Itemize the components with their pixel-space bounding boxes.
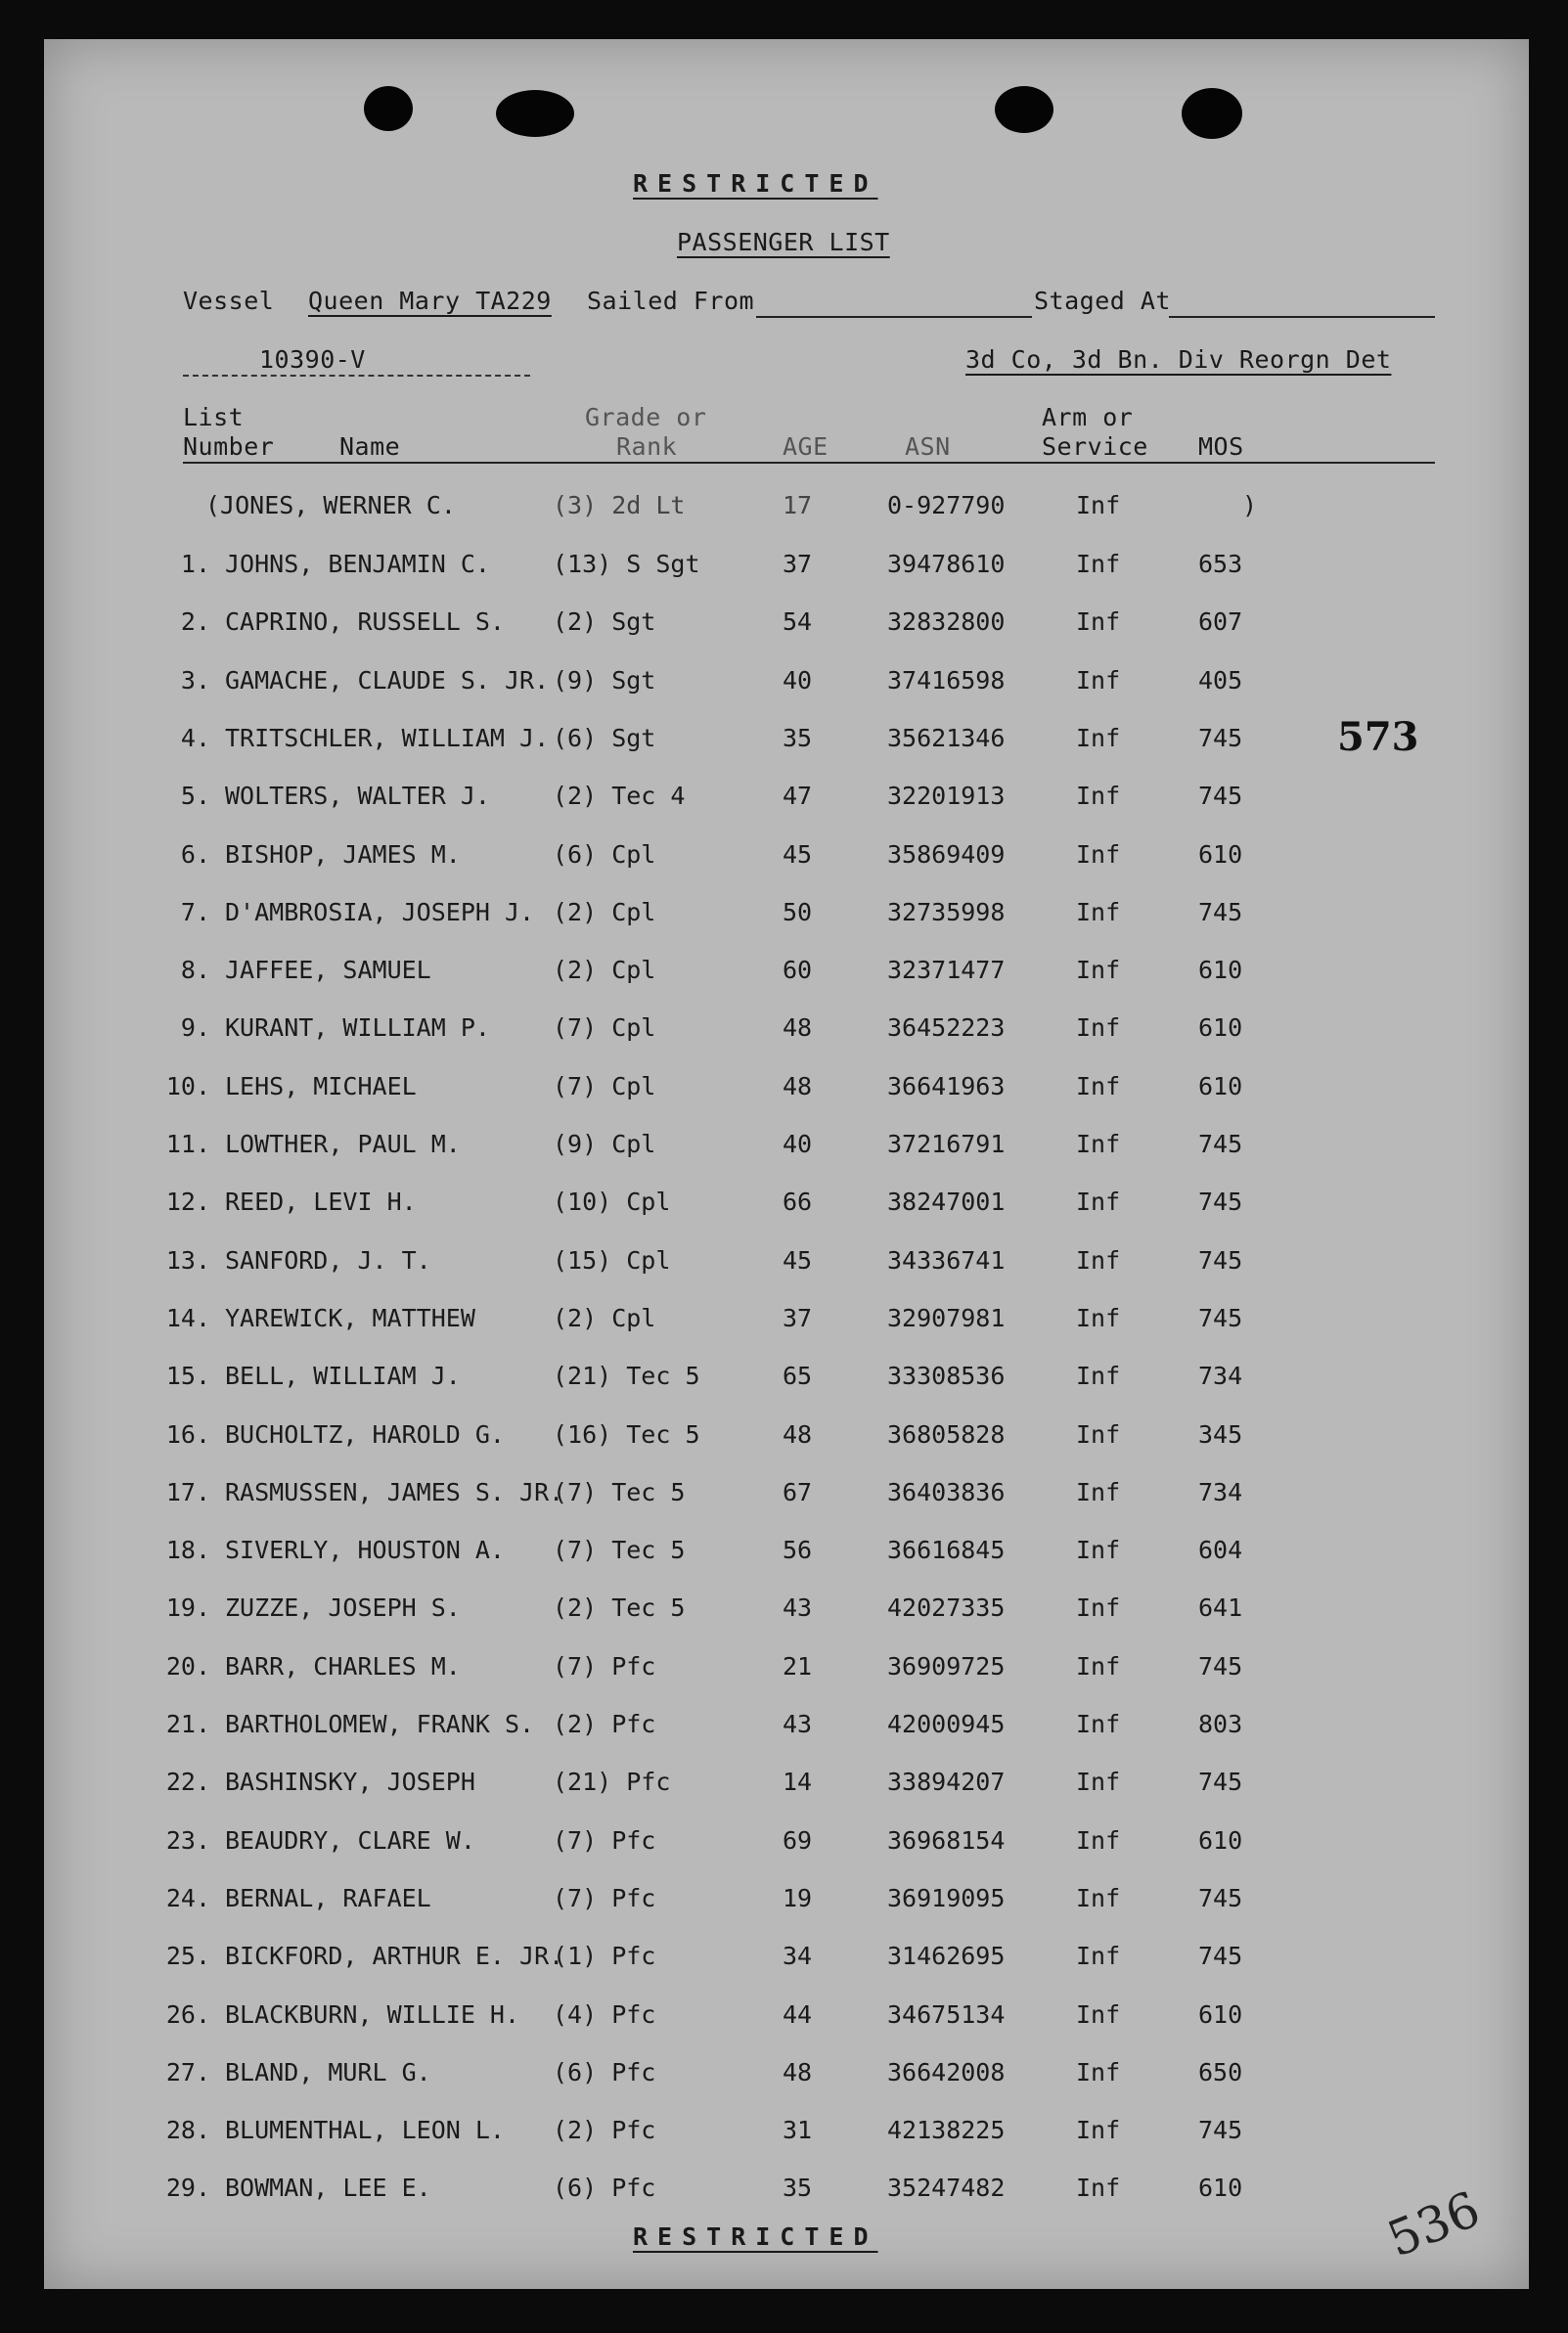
col-header-arm: Arm or [1042, 403, 1134, 431]
grade-rank: (10) Cpl [553, 1188, 671, 1216]
list-number: 1. [180, 550, 210, 578]
col-header-service: Service [1042, 432, 1148, 461]
document-page [44, 39, 1529, 2289]
passenger-row [44, 1710, 1529, 1749]
passenger-name: D'AMBROSIA, JOSEPH J. [225, 898, 535, 926]
asn: 36641963 [887, 1072, 1006, 1100]
asn: 42027335 [887, 1593, 1006, 1622]
arm-service: Inf [1076, 724, 1121, 752]
officer-row [44, 491, 1529, 530]
asn: 32371477 [887, 956, 1006, 984]
list-number: 20. [165, 1652, 210, 1681]
passenger-name: BERNAL, RAFAEL [225, 1884, 431, 1912]
age: 40 [783, 1130, 813, 1158]
header-rule [183, 462, 1435, 464]
mos: 745 [1198, 1768, 1243, 1796]
officer-close-bracket: ) [1242, 491, 1258, 519]
mos: 650 [1198, 2058, 1243, 2086]
col-header-mos: MOS [1198, 432, 1244, 461]
arm-service: Inf [1076, 1304, 1121, 1332]
asn: 39478610 [887, 550, 1006, 578]
asn: 42000945 [887, 1710, 1006, 1738]
grade-rank: (16) Tec 5 [553, 1420, 700, 1449]
arm-service: Inf [1076, 1652, 1121, 1681]
age: 65 [783, 1362, 813, 1390]
list-number: 12. [165, 1188, 210, 1216]
restricted-heading-bottom: RESTRICTED [633, 2222, 878, 2251]
list-number: 27. [165, 2058, 210, 2086]
age: 14 [783, 1768, 813, 1796]
unit-designation: 3d Co, 3d Bn. Div Reorgn Det [965, 345, 1392, 374]
age: 40 [783, 666, 813, 695]
asn: 36919095 [887, 1884, 1006, 1912]
passenger-row [44, 1478, 1529, 1517]
asn: 33308536 [887, 1362, 1006, 1390]
age: 66 [783, 1188, 813, 1216]
list-number: 16. [165, 1420, 210, 1449]
grade-rank: (15) Cpl [553, 1246, 671, 1275]
passenger-row [44, 1304, 1529, 1343]
passenger-name: BELL, WILLIAM J. [225, 1362, 461, 1390]
age: 56 [783, 1536, 813, 1564]
mos: 604 [1198, 1536, 1243, 1564]
passenger-name: BUCHOLTZ, HAROLD G. [225, 1420, 505, 1449]
arm-service: Inf [1076, 1884, 1121, 1912]
grade-rank: (6) Cpl [553, 840, 656, 869]
passenger-row [44, 1072, 1529, 1111]
arm-service: Inf [1076, 607, 1121, 636]
mos: 745 [1198, 1884, 1243, 1912]
mos: 745 [1198, 898, 1243, 926]
passenger-name: BLAND, MURL G. [225, 2058, 431, 2086]
age: 45 [783, 840, 813, 869]
passenger-name: BICKFORD, ARTHUR E. JR. [225, 1942, 564, 1970]
arm-service: Inf [1076, 1536, 1121, 1564]
passenger-name: BLUMENTHAL, LEON L. [225, 2116, 505, 2144]
list-number: 4. [180, 724, 210, 752]
arm-service: Inf [1076, 1768, 1121, 1796]
asn: 36616845 [887, 1536, 1006, 1564]
passenger-name: ZUZZE, JOSEPH S. [225, 1593, 461, 1622]
age: 48 [783, 2058, 813, 2086]
passenger-name: BISHOP, JAMES M. [225, 840, 461, 869]
passenger-name: GAMACHE, CLAUDE S. JR. [225, 666, 550, 695]
mos: 745 [1198, 1246, 1243, 1275]
list-number: 28. [165, 2116, 210, 2144]
passenger-name: JAFFEE, SAMUEL [225, 956, 431, 984]
col-header-age: AGE [783, 432, 829, 461]
grade-rank: (21) Tec 5 [553, 1362, 700, 1390]
grade-rank: (7) Pfc [553, 1826, 656, 1855]
mos: 803 [1198, 1710, 1243, 1738]
grade-rank: (6) Pfc [553, 2174, 656, 2202]
restricted-heading-top: RESTRICTED [633, 169, 878, 198]
vessel-value: Queen Mary TA229 [308, 287, 552, 315]
passenger-row [44, 1884, 1529, 1923]
sailed-from-label: Sailed From [587, 287, 755, 315]
asn: 34675134 [887, 2000, 1006, 2029]
list-number: 10. [165, 1072, 210, 1100]
asn: 37216791 [887, 1130, 1006, 1158]
arm-service: Inf [1076, 550, 1121, 578]
passenger-row [44, 1652, 1529, 1691]
grade-rank: (2) Pfc [553, 2116, 656, 2144]
passenger-name: BOWMAN, LEE E. [225, 2174, 431, 2202]
age: 48 [783, 1420, 813, 1449]
list-number: 24. [165, 1884, 210, 1912]
passenger-name: BLACKBURN, WILLIE H. [225, 2000, 520, 2029]
age: 43 [783, 1593, 813, 1622]
col-header-grade: Grade or [585, 403, 707, 431]
passenger-name: BARTHOLOMEW, FRANK S. [225, 1710, 535, 1738]
mos: 745 [1198, 1304, 1243, 1332]
list-number: 19. [165, 1593, 210, 1622]
grade-rank: (2) Pfc [553, 1710, 656, 1738]
passenger-row [44, 1420, 1529, 1459]
age: 19 [783, 1884, 813, 1912]
handwritten-number: 536 [1379, 2180, 1488, 2268]
grade-rank: (2) Tec 4 [553, 782, 686, 810]
grade-rank: (2) Cpl [553, 898, 656, 926]
list-number: 22. [165, 1768, 210, 1796]
age: 54 [783, 607, 813, 636]
passenger-row [44, 550, 1529, 589]
arm-service: Inf [1076, 840, 1121, 869]
asn: 35247482 [887, 2174, 1006, 2202]
passenger-name: WOLTERS, WALTER J. [225, 782, 490, 810]
age: 37 [783, 1304, 813, 1332]
col-header-number: Number [183, 432, 275, 461]
arm-service: Inf [1076, 1826, 1121, 1855]
list-number: 5. [180, 782, 210, 810]
officer-age: 17 [783, 491, 813, 519]
passenger-row [44, 1362, 1529, 1401]
age: 37 [783, 550, 813, 578]
arm-service: Inf [1076, 2058, 1121, 2086]
passenger-row [44, 1942, 1529, 1981]
mos: 610 [1198, 2174, 1243, 2202]
arm-service: Inf [1076, 1188, 1121, 1216]
mos: 641 [1198, 1593, 1243, 1622]
age: 48 [783, 1072, 813, 1100]
mos: 405 [1198, 666, 1243, 695]
age: 21 [783, 1652, 813, 1681]
asn: 36642008 [887, 2058, 1006, 2086]
arm-service: Inf [1076, 1013, 1121, 1042]
mos: 745 [1198, 1188, 1243, 1216]
mos: 607 [1198, 607, 1243, 636]
passenger-row [44, 724, 1529, 763]
age: 35 [783, 2174, 813, 2202]
passenger-row [44, 1013, 1529, 1053]
passenger-name: BEAUDRY, CLARE W. [225, 1826, 475, 1855]
passenger-row [44, 1246, 1529, 1285]
officer-name: (JONES, WERNER C. [205, 491, 456, 519]
passenger-row [44, 1188, 1529, 1227]
asn: 32907981 [887, 1304, 1006, 1332]
age: 35 [783, 724, 813, 752]
sailed-from-blank [756, 316, 1032, 318]
passenger-row [44, 2174, 1529, 2213]
asn: 36403836 [887, 1478, 1006, 1506]
asn: 32201913 [887, 782, 1006, 810]
staged-at-blank [1169, 316, 1435, 318]
passenger-name: SANFORD, J. T. [225, 1246, 431, 1275]
passenger-name: KURANT, WILLIAM P. [225, 1013, 490, 1042]
passenger-name: REED, LEVI H. [225, 1188, 417, 1216]
mos: 610 [1198, 956, 1243, 984]
mos: 610 [1198, 1013, 1243, 1042]
list-number: 9. [180, 1013, 210, 1042]
arm-service: Inf [1076, 1072, 1121, 1100]
grade-rank: (7) Pfc [553, 1884, 656, 1912]
officer-asn: 0-927790 [887, 491, 1006, 519]
arm-service: Inf [1076, 1593, 1121, 1622]
mos: 345 [1198, 1420, 1243, 1449]
age: 48 [783, 1013, 813, 1042]
list-number: 3. [180, 666, 210, 695]
mos: 745 [1198, 2116, 1243, 2144]
passenger-row [44, 2116, 1529, 2155]
arm-service: Inf [1076, 1710, 1121, 1738]
mos: 653 [1198, 550, 1243, 578]
passenger-row [44, 782, 1529, 821]
grade-rank: (7) Tec 5 [553, 1536, 686, 1564]
passenger-name: BARR, CHARLES M. [225, 1652, 461, 1681]
passenger-name: LOWTHER, PAUL M. [225, 1130, 461, 1158]
col-header-list: List [183, 403, 245, 431]
passenger-name: SIVERLY, HOUSTON A. [225, 1536, 505, 1564]
list-number: 21. [165, 1710, 210, 1738]
mos: 745 [1198, 1652, 1243, 1681]
list-number: 7. [180, 898, 210, 926]
age: 50 [783, 898, 813, 926]
list-number: 14. [165, 1304, 210, 1332]
mos: 610 [1198, 840, 1243, 869]
grade-rank: (13) S Sgt [553, 550, 700, 578]
officer-arm: Inf [1076, 491, 1121, 519]
list-number: 13. [165, 1246, 210, 1275]
officer-grade: (3) 2d Lt [553, 491, 686, 519]
passenger-list-title: PASSENGER LIST [677, 228, 890, 256]
passenger-name: TRITSCHLER, WILLIAM J. [225, 724, 550, 752]
staged-at-label: Staged At [1034, 287, 1171, 315]
asn: 36909725 [887, 1652, 1006, 1681]
passenger-row [44, 840, 1529, 879]
asn: 37416598 [887, 666, 1006, 695]
punch-hole [364, 86, 413, 131]
grade-rank: (21) Pfc [553, 1768, 671, 1796]
asn: 36452223 [887, 1013, 1006, 1042]
list-number: 29. [165, 2174, 210, 2202]
mos: 745 [1198, 782, 1243, 810]
list-number: 25. [165, 1942, 210, 1970]
col-header-asn: ASN [905, 432, 951, 461]
punch-hole [1182, 88, 1242, 139]
arm-service: Inf [1076, 1130, 1121, 1158]
arm-service: Inf [1076, 2116, 1121, 2144]
grade-rank: (7) Pfc [553, 1652, 656, 1681]
grade-rank: (2) Tec 5 [553, 1593, 686, 1622]
list-number: 2. [180, 607, 210, 636]
grade-rank: (6) Pfc [553, 2058, 656, 2086]
list-number: 18. [165, 1536, 210, 1564]
punch-hole [995, 86, 1053, 133]
passenger-row [44, 607, 1529, 647]
punch-hole [496, 90, 574, 137]
grade-rank: (2) Cpl [553, 956, 656, 984]
asn: 35869409 [887, 840, 1006, 869]
mos: 734 [1198, 1478, 1243, 1506]
grade-rank: (6) Sgt [553, 724, 656, 752]
passenger-row [44, 666, 1529, 705]
arm-service: Inf [1076, 956, 1121, 984]
passenger-name: CAPRINO, RUSSELL S. [225, 607, 505, 636]
asn: 31462695 [887, 1942, 1006, 1970]
passenger-row [44, 1536, 1529, 1575]
arm-service: Inf [1076, 2174, 1121, 2202]
mos: 610 [1198, 1826, 1243, 1855]
vessel-label: Vessel [183, 287, 275, 315]
list-number: 17. [165, 1478, 210, 1506]
arm-service: Inf [1076, 898, 1121, 926]
arm-service: Inf [1076, 1942, 1121, 1970]
list-number: 6. [180, 840, 210, 869]
age: 67 [783, 1478, 813, 1506]
passenger-name: LEHS, MICHAEL [225, 1072, 417, 1100]
arm-service: Inf [1076, 1420, 1121, 1449]
age: 31 [783, 2116, 813, 2144]
mos: 610 [1198, 2000, 1243, 2029]
passenger-row [44, 2000, 1529, 2040]
col-header-name: Name [339, 432, 401, 461]
col-header-rank: Rank [616, 432, 678, 461]
age: 47 [783, 782, 813, 810]
asn: 32832800 [887, 607, 1006, 636]
age: 44 [783, 2000, 813, 2029]
arm-service: Inf [1076, 782, 1121, 810]
grade-rank: (2) Cpl [553, 1304, 656, 1332]
passenger-name: JOHNS, BENJAMIN C. [225, 550, 490, 578]
passenger-row [44, 1826, 1529, 1865]
shipment-number: 10390-V [259, 345, 366, 374]
list-number: 8. [180, 956, 210, 984]
arm-service: Inf [1076, 1478, 1121, 1506]
mos: 745 [1198, 1130, 1243, 1158]
asn: 32735998 [887, 898, 1006, 926]
shipment-number-underline [183, 375, 530, 377]
passenger-row [44, 898, 1529, 937]
age: 69 [783, 1826, 813, 1855]
list-number: 26. [165, 2000, 210, 2029]
list-number: 15. [165, 1362, 210, 1390]
grade-rank: (7) Cpl [553, 1013, 656, 1042]
grade-rank: (9) Sgt [553, 666, 656, 695]
arm-service: Inf [1076, 2000, 1121, 2029]
passenger-name: RASMUSSEN, JAMES S. JR. [225, 1478, 564, 1506]
asn: 33894207 [887, 1768, 1006, 1796]
arm-service: Inf [1076, 1362, 1121, 1390]
grade-rank: (2) Sgt [553, 607, 656, 636]
grade-rank: (4) Pfc [553, 2000, 656, 2029]
asn: 38247001 [887, 1188, 1006, 1216]
mos: 745 [1198, 1942, 1243, 1970]
asn: 42138225 [887, 2116, 1006, 2144]
asn: 34336741 [887, 1246, 1006, 1275]
list-number: 11. [165, 1130, 210, 1158]
arm-service: Inf [1076, 1246, 1121, 1275]
asn: 36805828 [887, 1420, 1006, 1449]
mos: 734 [1198, 1362, 1243, 1390]
mos: 745 [1198, 724, 1243, 752]
grade-rank: (7) Cpl [553, 1072, 656, 1100]
arm-service: Inf [1076, 666, 1121, 695]
passenger-name: BASHINSKY, JOSEPH [225, 1768, 475, 1796]
passenger-name: YAREWICK, MATTHEW [225, 1304, 475, 1332]
grade-rank: (9) Cpl [553, 1130, 656, 1158]
passenger-row [44, 956, 1529, 995]
grade-rank: (1) Pfc [553, 1942, 656, 1970]
grade-rank: (7) Tec 5 [553, 1478, 686, 1506]
age: 45 [783, 1246, 813, 1275]
passenger-row [44, 1593, 1529, 1633]
list-number: 23. [165, 1826, 210, 1855]
passenger-row [44, 1130, 1529, 1169]
age: 43 [783, 1710, 813, 1738]
asn: 36968154 [887, 1826, 1006, 1855]
age: 34 [783, 1942, 813, 1970]
passenger-row [44, 1768, 1529, 1807]
asn: 35621346 [887, 724, 1006, 752]
passenger-row [44, 2058, 1529, 2097]
mos: 610 [1198, 1072, 1243, 1100]
page-number: 573 [1337, 714, 1419, 760]
age: 60 [783, 956, 813, 984]
